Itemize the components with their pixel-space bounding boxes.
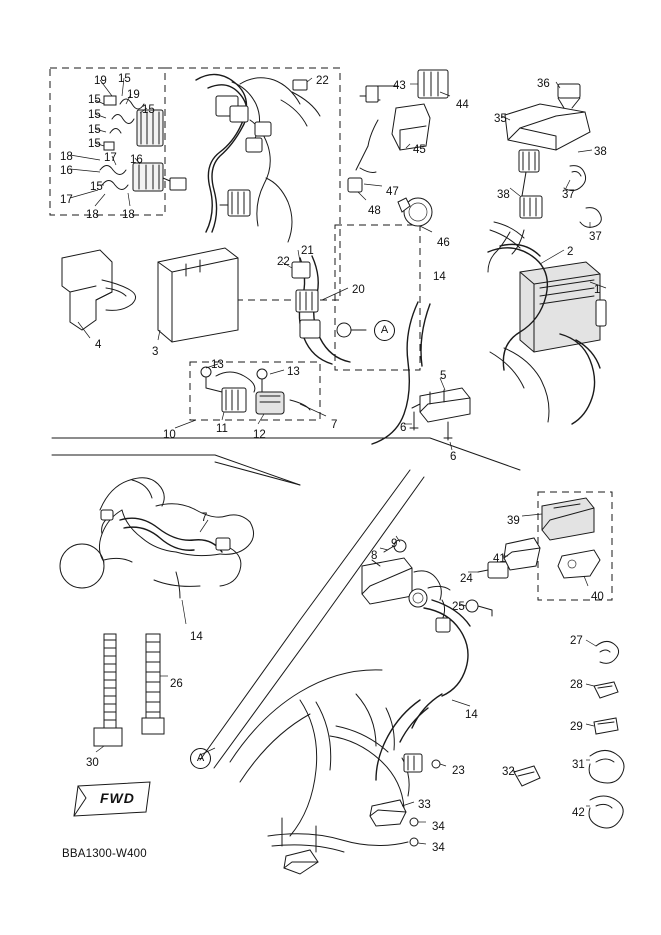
sheet-fold-lines: [52, 438, 520, 768]
callout-number-43: 43: [393, 80, 406, 92]
callout-number-21: 21: [301, 245, 314, 257]
callout-number-10: 10: [163, 429, 176, 441]
callout-number-1: 1: [594, 284, 601, 296]
callout-number-11: 11: [216, 423, 228, 435]
callout-number-14: 14: [190, 631, 203, 643]
callout-number-42: 42: [572, 807, 585, 819]
callout-number-15: 15: [90, 181, 103, 193]
clamp-parts-column: [512, 640, 624, 828]
callout-number-45: 45: [413, 144, 426, 156]
main-wire-harness: [196, 74, 320, 242]
callout-number-31: 31: [572, 759, 585, 771]
starter-motor-group: [362, 536, 508, 728]
callout-number-7: 7: [331, 419, 338, 431]
callout-number-6: 6: [400, 422, 407, 434]
callout-number-27: 27: [570, 635, 583, 647]
diagram-code-label: BBA1300-W400: [62, 848, 147, 860]
relay-group-right: [348, 70, 450, 232]
callout-number-17: 17: [104, 152, 117, 164]
callout-number-46: 46: [437, 237, 450, 249]
callout-number-38: 38: [497, 189, 510, 201]
callout-number-38: 38: [594, 146, 607, 158]
callout-number-15: 15: [88, 124, 101, 136]
callout-number-34: 34: [432, 821, 445, 833]
callout-number-41: 41: [493, 553, 506, 565]
callout-number-35: 35: [494, 113, 507, 125]
callout-number-30: 30: [86, 757, 99, 769]
bracket-part-4: [62, 250, 136, 338]
callout-number-47: 47: [386, 186, 399, 198]
callout-number-28: 28: [570, 679, 583, 691]
callout-number-16: 16: [130, 154, 143, 166]
callout-number-2: 2: [567, 246, 574, 258]
callout-number-14: 14: [465, 709, 478, 721]
callout-number-34: 34: [432, 842, 445, 854]
callout-number-24: 24: [460, 573, 473, 585]
callout-number-8: 8: [371, 550, 378, 562]
section-marker-a-upper: A: [374, 320, 395, 341]
cable-tie-parts: [94, 634, 168, 752]
callout-number-40: 40: [591, 591, 604, 603]
callout-number-7: 7: [201, 512, 208, 524]
callout-number-15: 15: [142, 104, 155, 116]
battery-part-3: [158, 248, 238, 342]
callout-number-26: 26: [170, 678, 183, 690]
callout-number-48: 48: [368, 205, 381, 217]
callout-number-6: 6: [450, 451, 457, 463]
callout-number-15: 15: [88, 138, 101, 150]
callout-number-25: 25: [452, 601, 465, 613]
callout-number-39: 39: [507, 515, 520, 527]
callout-number-22: 22: [316, 75, 329, 87]
callout-number-32: 32: [502, 766, 515, 778]
callout-number-44: 44: [456, 99, 469, 111]
callout-number-13: 13: [211, 359, 224, 371]
ecu-right-part-1: [488, 230, 606, 424]
callout-number-3: 3: [152, 346, 159, 358]
callout-number-36: 36: [537, 78, 550, 90]
callout-number-22: 22: [277, 256, 290, 268]
frame-illustration: [230, 670, 446, 874]
callout-number-20: 20: [352, 284, 365, 296]
callout-number-33: 33: [418, 799, 431, 811]
callout-number-19: 19: [127, 89, 140, 101]
callout-number-18: 18: [122, 209, 135, 221]
callout-number-37: 37: [589, 231, 602, 243]
callout-number-23: 23: [452, 765, 465, 777]
callout-number-15: 15: [88, 94, 101, 106]
ignition-switch-part-35: [490, 82, 601, 248]
callout-number-14: 14: [433, 271, 446, 283]
callout-number-18: 18: [86, 209, 99, 221]
immobilizer-part-39: [502, 498, 600, 586]
callout-number-15: 15: [118, 73, 131, 85]
callout-number-37: 37: [562, 189, 575, 201]
fwd-direction-label: FWD: [100, 790, 135, 806]
section-marker-a-lower: A: [190, 748, 211, 769]
callout-number-4: 4: [95, 339, 102, 351]
scooter-body-illustration: [60, 478, 254, 624]
callout-number-29: 29: [570, 721, 583, 733]
callout-number-15: 15: [88, 109, 101, 121]
callout-number-13: 13: [287, 366, 300, 378]
starter-relay-group: [175, 359, 326, 428]
callout-number-5: 5: [440, 370, 447, 382]
callout-number-12: 12: [253, 429, 266, 441]
callout-number-18: 18: [60, 151, 73, 163]
callout-number-9: 9: [391, 538, 398, 550]
callout-number-17: 17: [60, 194, 73, 206]
callout-number-16: 16: [60, 165, 73, 177]
ecu-center-part-20: [282, 250, 366, 364]
callout-number-19: 19: [94, 75, 107, 87]
